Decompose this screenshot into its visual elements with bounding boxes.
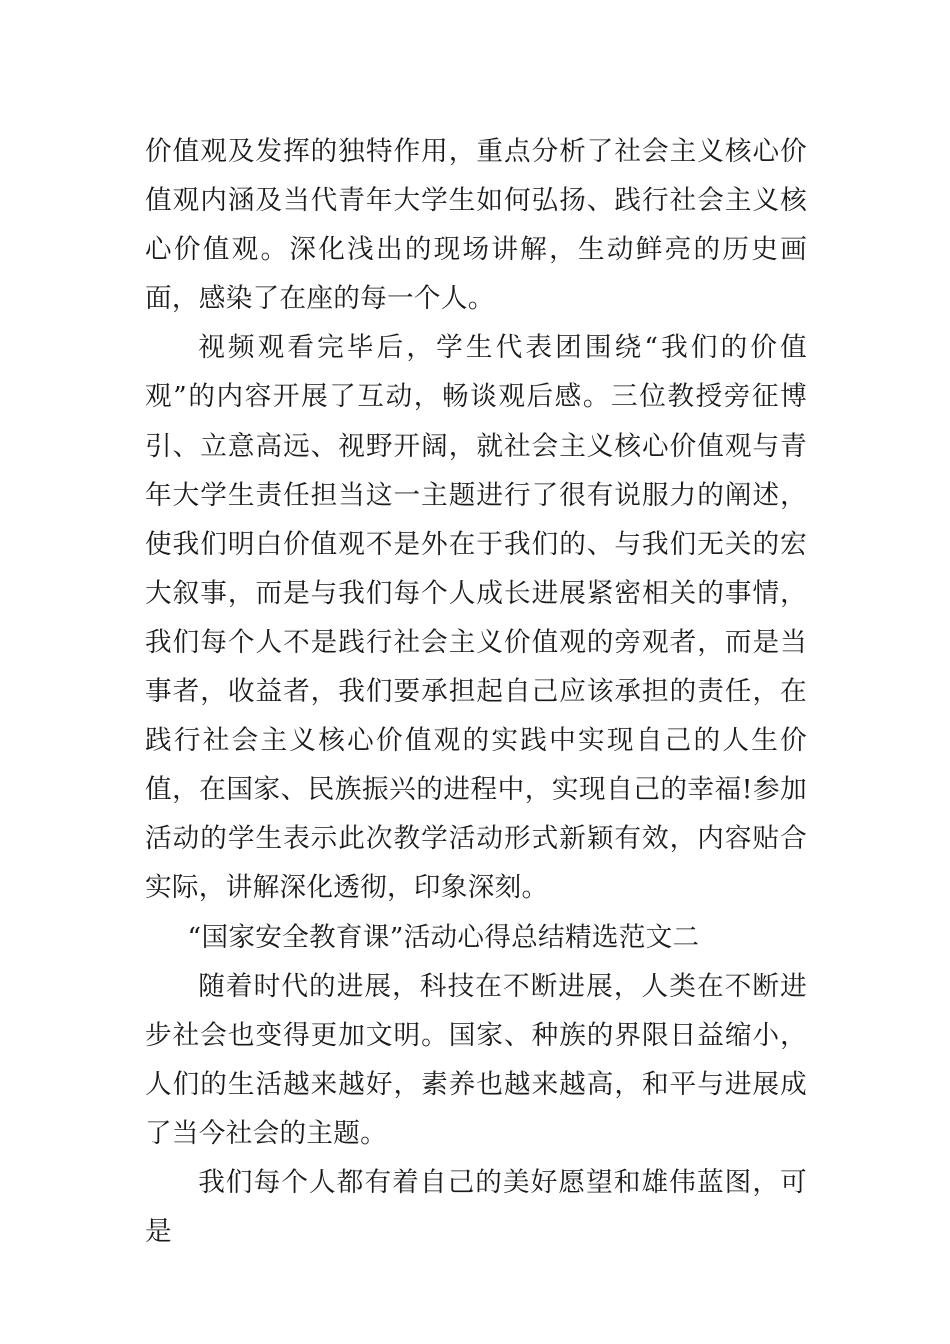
paragraph-continuation: 价值观及发挥的独特作用，重点分析了社会主义核心价值观内涵及当代青年大学生如何弘扬、践行社会主义核心价值观。深化浅出的现场讲解，生动鲜亮的历史画面，感染了在座的每一个人。 [145,136,807,315]
paragraph-era-progress: 随着时代的进展，科技在不断进展，人类在不断进步社会也变得更加文明。国家、种族的界限日益缩小，人们的生活越来越好，素养也越来越高，和平与进展成了当今社会的主题。 [145,970,807,1149]
section-heading: “国家安全教育课”活动心得总结精选范文二 [187,921,700,953]
paragraph-video-discussion: 视频观看完毕后，学生代表团围绕“我们的价值观”的内容开展了互动，畅谈观后感。三位教授旁征博引、立意高远、视野开阔，就社会主义核心价值观与青年大学生责任担当这一主题进行了很有说服力的阐述，使我们明白价值观不是外在于我们的、与我们无关的宏大叙事，而是与我们每个人成长进展紧密相关的事情，我们每个人不是践行社会主义价值观的旁观者，而是当事者，收益者，我们要承担起自己应该承担的责任，在践行社会主义核心价值观的实践中实现自己的人生价值，在国家、民族振兴的进程中，实现自己的幸福!参加活动的学生表示此次教学活动形式新颖有效，内容贴合实际，讲解深化透彻，印象深刻。 [145,332,807,904]
paragraph-aspirations: 我们每个人都有着自己的美好愿望和雄伟蓝图，可是 [145,1166,807,1248]
document-body [145,127,807,1256]
